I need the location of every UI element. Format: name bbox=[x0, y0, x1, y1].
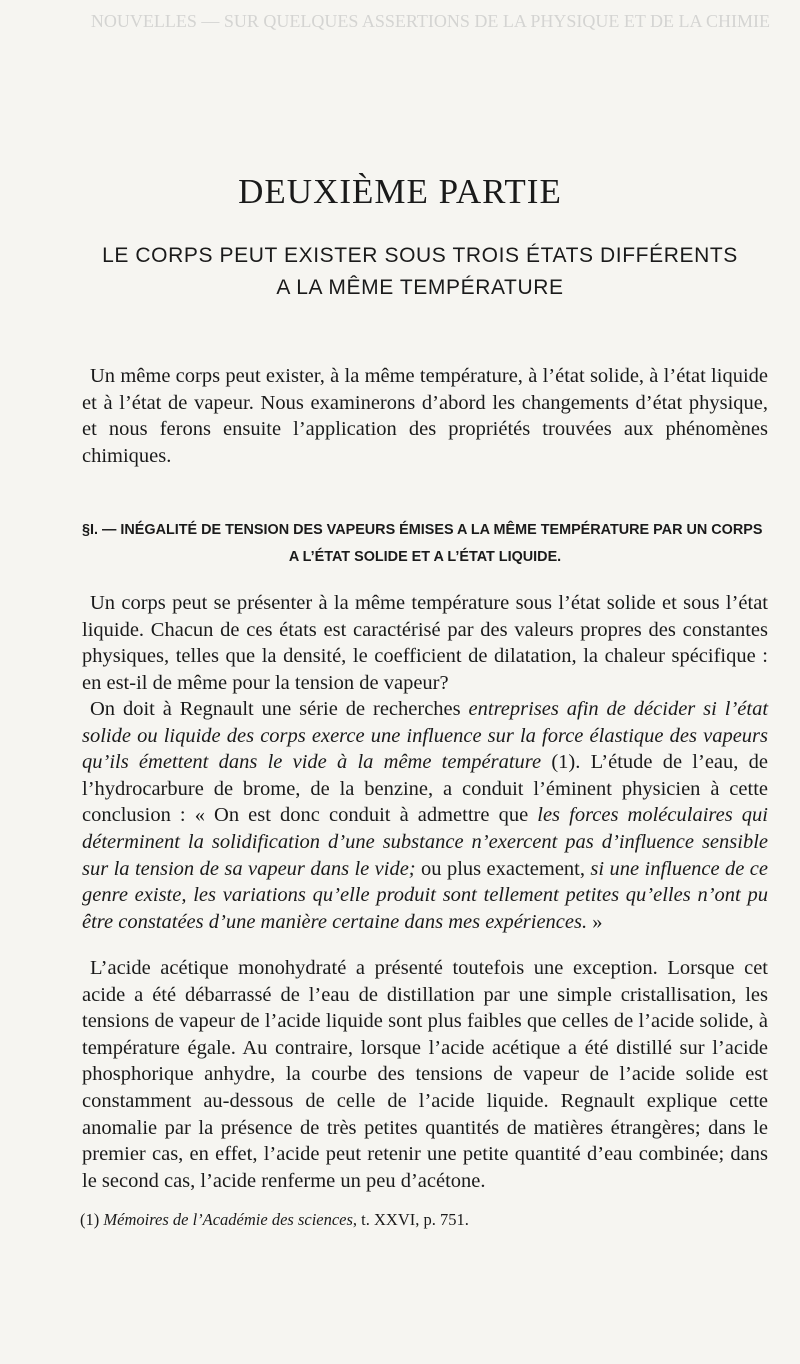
footnote-reference: , t. XXVI, p. 751. bbox=[352, 1210, 469, 1229]
regnault-text-3: ou plus exactement, bbox=[415, 857, 591, 880]
intro-paragraph: Un même corps peut exister, à la même température, à l’état solide, à l’état liquide et à l’état de vapeur. Nous examinerons d’abord les changements d’état physique, et nous ferons ensuite l’application des propriétés trouvées aux phénomènes chimiques. bbox=[82, 365, 768, 467]
part-subtitle-line-1: LE CORPS PEUT EXISTER SOUS TROIS ÉTATS DIFFÉRENTS bbox=[102, 244, 738, 267]
part-title: DEUXIÈME PARTIE bbox=[238, 172, 562, 211]
part-subtitle-line-2: A LA MÊME TEMPÉRATURE bbox=[276, 276, 564, 299]
footnote bbox=[80, 1208, 766, 1232]
regnault-italic-2: les forces moléculaires qui déterminent la solidification d’une substance n’exercent pas d’influence sensible sur la tension de sa vapeur dans le vide; bbox=[82, 804, 768, 880]
regnault-text-1: On doit à Regnault une série de recherches bbox=[90, 698, 469, 720]
running-header-bleed: NOUVELLES — SUR QUELQUES ASSERTIONS DE LA PHYSIQUE ET DE LA CHIMIE bbox=[90, 11, 770, 31]
paragraph-acetic-acid: L’acide acétique monohydraté a présenté toutefois une exception. Lorsque cet acide a été débarrassé de l’eau de distillation par une simple cristallisation, les tensions de vapeur de l’acide liquide sont plus faibles que celles de l’acide solide, à température égale. Au contraire, lorsque l’acide acétique a été distillé sur l’acide phosphorique anhydre, la courbe des tensions de vapeur de l’acide solide est constamment au-dessous de celle de l’acide liquide. Regnault explique cette anomalie par la présence de très petites quantités de matières étrangères; dans le premier cas, en effet, l’acide peut retenir une petite quantité d’eau combinée; dans le second cas, l’acide renferme un peu d’acétone. bbox=[82, 957, 768, 1192]
section-heading-line-2: A L’ÉTAT SOLIDE ET A L’ÉTAT LIQUIDE. bbox=[288, 549, 562, 565]
paragraph-regnault bbox=[82, 696, 768, 935]
footnote-marker: (1) bbox=[80, 1210, 104, 1229]
regnault-text-4: » bbox=[587, 910, 603, 933]
regnault-italic-1: entreprises afin de décider si l’état solide ou liquide des corps exerce une influence sur la force élastique des vapeurs qu’ils émettent dans le vide à la même température bbox=[82, 698, 769, 774]
paragraph-tension: Un corps peut se présenter à la même température sous l’état solide et sous l’état liquide. Chacun de ces états est caractérisé par des valeurs propres des constantes physiques, telles que la densité, le coefficient de dilatation, la chaleur spécifique : en est-il de même pour la tension de vapeur? bbox=[82, 592, 768, 694]
regnault-italic-3: si une influence de ce genre existe, les variations qu’elle produit sont tellement petites qu’elles n’ont pu être constatées d’une manière certaine dans mes expériences. bbox=[82, 857, 768, 933]
section-heading bbox=[82, 517, 768, 571]
regnault-text-2: (1). L’étude de l’eau, de l’hydrocarbure de brome, de la benzine, a conduit l’éminent physicien à cette conclusion : « On est donc conduit à admettre que bbox=[82, 751, 768, 827]
footnote-source: Mémoires de l’Académie des sciences bbox=[103, 1210, 353, 1229]
section-heading-line-1: §I. — INÉGALITÉ DE TENSION DES VAPEURS ÉMISES A LA MÊME TEMPÉRATURE PAR UN CORPS bbox=[82, 522, 763, 538]
part-subtitle bbox=[60, 240, 780, 304]
